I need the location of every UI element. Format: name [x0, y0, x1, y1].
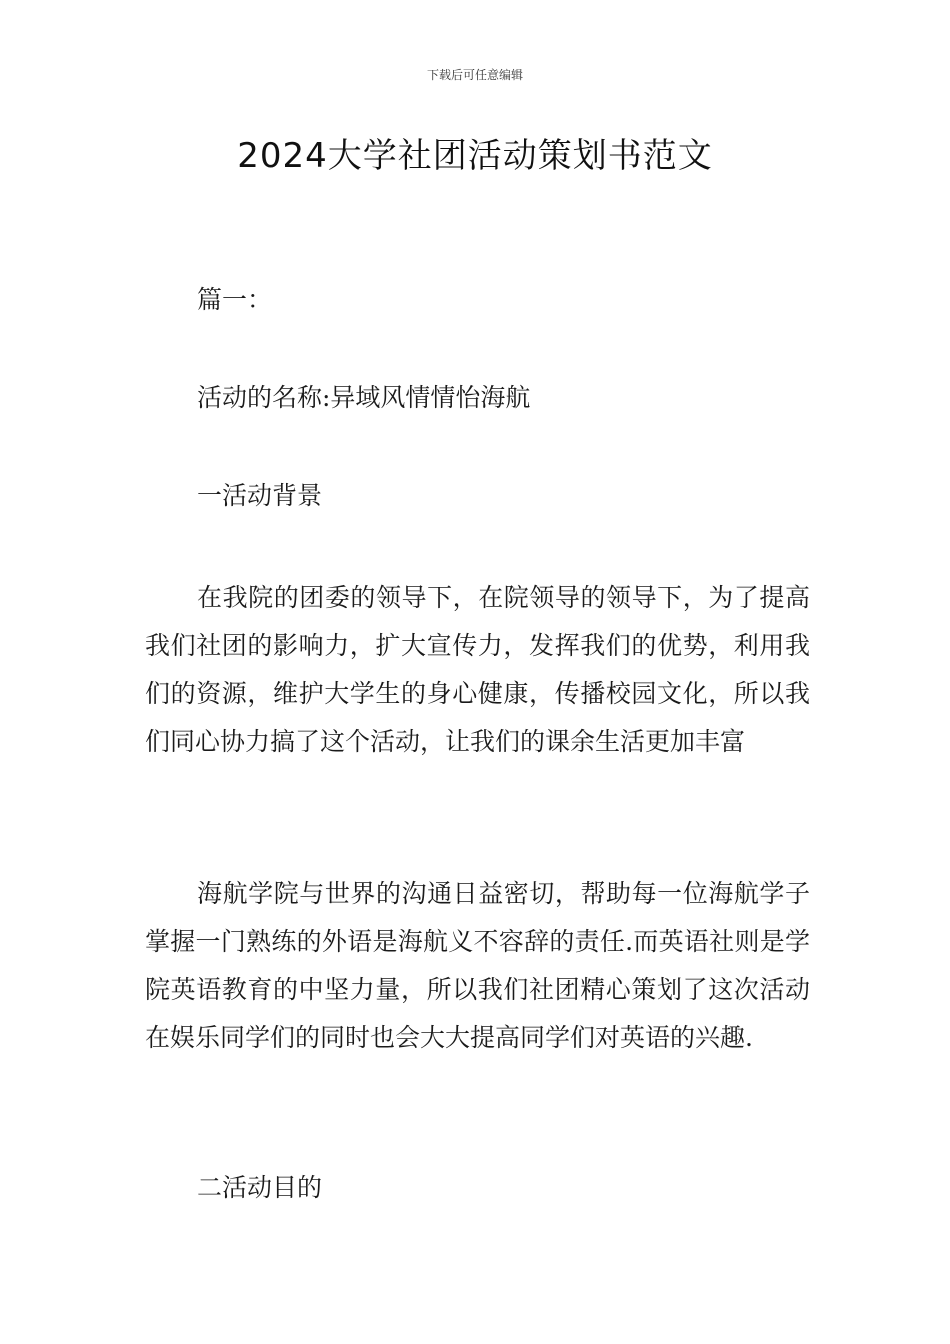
document-title: 2024大学社团活动策划书范文	[237, 136, 713, 176]
header-note: 下载后可任意编辑	[426, 68, 523, 82]
paragraph-background: 在我院的团委的领导下，在院领导的领导下，为了提高我们社团的影响力，扩大宣传力，发挥我们的优势，利用我们的资源，维护大学生的身心健康，传播校园文化，所以我们同心协力搞了这个活动，让我们的课余生活更加丰富	[145, 583, 810, 756]
paragraph-english-club: 海航学院与世界的沟通日益密切，帮助每一位海航学子掌握一门熟练的外语是海航义不容辞的责任.而英语社则是学院英语教育的中坚力量，所以我们社团精心策划了这次活动在娱乐同学们的同时也会大大提高同学们对英语的兴趣.	[145, 879, 810, 1052]
heading-background: 一活动背景	[197, 481, 323, 510]
heading-purpose: 二活动目的	[197, 1173, 323, 1202]
activity-name: 活动的名称:异域风情情怡海航	[197, 383, 531, 412]
part-label: 篇一：	[197, 285, 273, 314]
